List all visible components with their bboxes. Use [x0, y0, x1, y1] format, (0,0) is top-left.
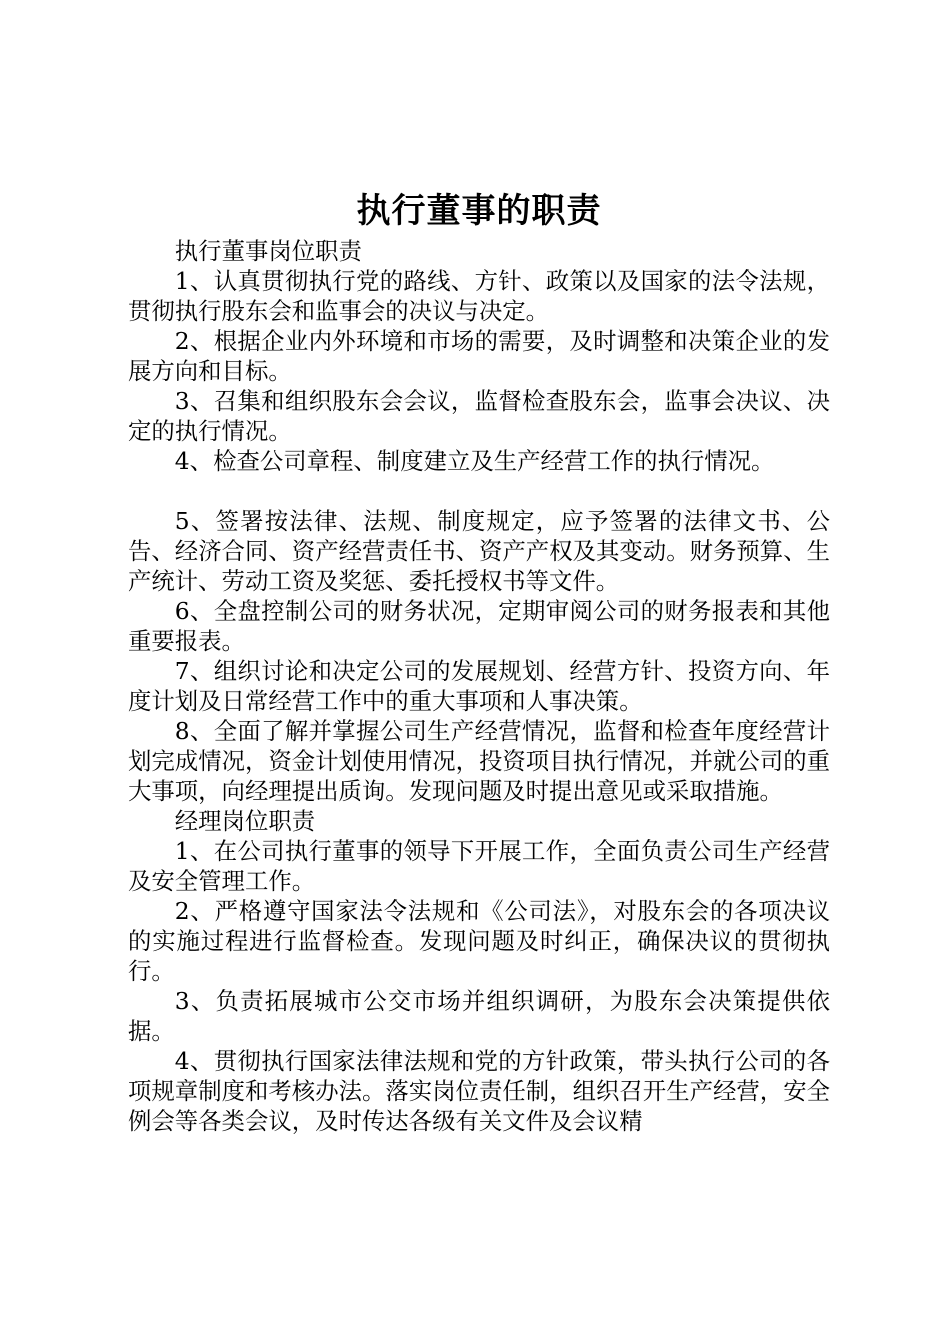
section-heading-manager: 经理岗位职责	[174, 807, 316, 835]
paragraph: 5、签署按法律、法规、制度规定，应予签署的法律文书、公告、经济合同、资产经营责任书、资产产权及其变动。财务预算、生产统计、劳动工资及奖惩、委托授权书等文件。	[128, 507, 830, 595]
paragraph: 4、检查公司章程、制度建立及生产经营工作的执行情况。	[174, 447, 775, 475]
paragraph: 2、严格遵守国家法令法规和《公司法》，对股东会的各项决议的实施过程进行监督检查。发现问题及时纠正，确保决议的贯彻执行。	[128, 897, 830, 985]
section-heading-executive-director: 执行董事岗位职责	[174, 237, 362, 265]
paragraph: 1、认真贯彻执行党的路线、方针、政策以及国家的法令法规，贯彻执行股东会和监事会的决议与决定。	[128, 267, 830, 325]
paragraph: 3、负责拓展城市公交市场并组织调研，为股东会决策提供依据。	[128, 987, 830, 1045]
paragraph: 7、组织讨论和决定公司的发展规划、经营方针、投资方向、年度计划及日常经营工作中的重大事项和人事决策。	[128, 657, 830, 715]
paragraph: 2、根据企业内外环境和市场的需要，及时调整和决策企业的发展方向和目标。	[128, 327, 830, 385]
paragraph: 1、在公司执行董事的领导下开展工作，全面负责公司生产经营及安全管理工作。	[128, 837, 830, 895]
document-title: 执行董事的职责	[356, 191, 602, 231]
paragraph: 3、召集和组织股东会会议，监督检查股东会，监事会决议、决定的执行情况。	[128, 387, 830, 445]
document-page	[128, 0, 830, 1136]
paragraph: 6、全盘控制公司的财务状况，定期审阅公司的财务报表和其他重要报表。	[128, 597, 830, 655]
paragraph: 8、全面了解并掌握公司生产经营情况，监督和检查年度经营计划完成情况，资金计划使用情况，投资项目执行情况，并就公司的重大事项，向经理提出质询。发现问题及时提出意见或采取措施。	[128, 717, 830, 805]
paragraph: 4、贯彻执行国家法律法规和党的方针政策，带头执行公司的各项规章制度和考核办法。落实岗位责任制，组织召开生产经营，安全例会等各类会议，及时传达各级有关文件及会议精	[128, 1047, 830, 1135]
